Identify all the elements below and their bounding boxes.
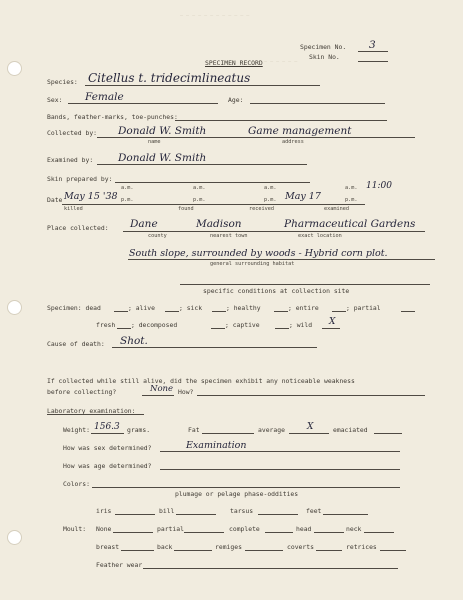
moult-none-line [113,532,153,533]
binder-hole-middle [7,300,22,315]
place-line [123,231,425,232]
age-determined-line [160,469,400,470]
nearest-town-caption: nearest town [210,233,248,239]
age-determined-label: How was age determined? [63,462,152,470]
habitat-line [128,259,435,260]
weakness-question-line1: If collected while still alive, did the specimen exhibit any noticeable weakness [47,377,355,385]
killed-caption: killed [64,206,83,212]
sex-determined-value: Examination [186,440,247,451]
fresh-blank [117,328,131,329]
moult-breast-label: breast [96,543,120,551]
alive-label: ; alive [128,304,155,312]
skin-prepared-line [115,182,310,183]
feet-label: feet [306,507,322,515]
examined-caption: examined [324,206,349,212]
county-caption: county [148,233,167,239]
skin-no-line [358,61,388,62]
collected-by-line [97,137,415,138]
exact-location-value: Pharmaceutical Gardens [284,218,416,230]
cause-label: Cause of death: [47,340,105,348]
bleed-through-text: _ _ _ _ _ _ _ _ _ _ [240,56,298,62]
conditions-caption: specific conditions at collection site [203,287,350,295]
exact-location-caption: exact location [298,233,342,239]
moult-coverts-label: coverts [287,543,314,551]
entire-label: ; entire [288,304,319,312]
moult-back-line [174,550,212,551]
captive-blank [275,328,289,329]
skin-no-label: Skin No. [309,53,340,61]
average-label: average [258,426,285,434]
decomposed-blank [211,328,225,329]
moult-neck-line [364,532,394,533]
entire-blank [332,311,346,312]
decomposed-label: ; decomposed [131,321,178,329]
found-am: a.m. [193,185,206,191]
form-title: SPECIMEN RECORD [205,59,263,67]
emaciated-label: emaciated [333,426,368,434]
examined-by-label: Examined by: [47,156,94,164]
moult-coverts-line [316,550,342,551]
killed-pm: p.m. [121,197,134,203]
dead-blank [114,311,128,312]
place-collected-label: Place collected: [47,224,109,232]
age-line [250,103,385,104]
feather-wear-label: Feather wear [96,561,143,569]
county-value: Dane [130,218,158,230]
lab-exam-label: Laboratory examination: [47,407,136,415]
average-line [289,433,329,434]
conditions-line [180,284,430,285]
healthy-blank [274,311,288,312]
weight-label: Weight: [63,426,90,434]
captive-label: ; captive [225,321,260,329]
specimen-dead-label: Specimen: dead [47,304,101,312]
moult-neck-label: neck [346,525,362,533]
sex-determined-label: How was sex determined? [63,444,152,452]
specimen-no-value: 3 [369,39,376,51]
examined-time: 11:00 [366,181,392,191]
dates-line [62,204,365,205]
species-value: Citellus t. tridecimlineatus [88,71,251,85]
weakness-answer: None [150,384,174,394]
name-caption: name [148,139,161,145]
alive-blank [165,311,179,312]
emaciated-line [374,433,402,434]
sex-label: Sex: [47,96,63,104]
address-caption: address [282,139,304,145]
moult-retrices-line [380,550,406,551]
bill-line [176,514,216,515]
examined-date: May 17 [285,191,321,202]
received-caption: received [249,206,274,212]
killed-am: a.m. [121,185,134,191]
feet-line [323,514,368,515]
found-caption: found [178,206,194,212]
species-line [85,85,320,86]
colors-label: Colors: [63,480,90,488]
age-label: Age: [228,96,244,104]
sex-line [68,103,218,104]
fresh-label: fresh [96,321,116,329]
healthy-label: ; healthy [226,304,261,312]
weight-value: 156.3 [94,422,120,432]
examined-by-value: Donald W. Smith [118,152,207,164]
partial-blank [401,311,415,312]
moult-complete-line [265,532,293,533]
grams-label: grams. [127,426,151,434]
collected-by-label: Collected by: [47,129,98,137]
weakness-answer-line [142,395,174,396]
sex-value: Female [85,91,124,103]
specimen-no-label: Specimen No. [300,43,347,51]
how-line [197,395,425,396]
iris-line [115,514,155,515]
sick-blank [212,311,226,312]
habitat-caption: general surrounding habitat [210,261,295,267]
cause-line [112,347,317,348]
moult-head-line [314,532,344,533]
bill-label: bill [159,507,175,515]
received-am: a.m. [264,185,277,191]
sex-determined-line [160,451,400,452]
examined-pm: p.m. [345,197,358,203]
found-pm: p.m. [193,197,206,203]
iris-label: iris [96,507,112,515]
moult-complete-label: complete [229,525,260,533]
wild-mark: X [329,317,336,327]
colors-line [92,487,400,488]
moult-remiges-label: remiges [215,543,242,551]
bleed-through-text: _ _ _ _ _ _ _ _ _ _ _ _ [180,10,250,16]
fat-line [202,433,254,434]
bands-label: Bands, feather-marks, toe-punches: [47,113,178,121]
collected-by-name: Donald W. Smith [118,125,207,137]
wild-blank [322,328,340,329]
weight-line [91,433,124,434]
moult-back-label: back [157,543,173,551]
moult-none-label: None [96,525,112,533]
cause-value: Shot. [120,335,148,347]
binder-hole-top [7,61,22,76]
wild-label: ; wild [289,321,313,329]
weakness-question-line2: before collecting? [47,388,117,396]
examined-by-line [97,164,307,165]
lab-underline [47,414,144,415]
bands-line [175,120,387,121]
moult-head-label: head [296,525,312,533]
feather-wear-line [143,568,398,569]
moult-remiges-line [245,550,283,551]
moult-breast-line [121,550,154,551]
moult-retrices-label: retrices [346,543,377,551]
killed-date: May 15 '38 [64,191,118,202]
collected-by-address: Game management [248,125,352,137]
examined-am: a.m. [345,185,358,191]
fat-label: Fat [188,426,200,434]
species-label: Species: [47,78,78,86]
tarsus-line [258,514,298,515]
sick-label: ; sick [179,304,203,312]
tarsus-label: tarsus [230,507,254,515]
nearest-town-value: Madison [196,218,242,230]
moult-partial-line [184,532,224,533]
how-label: How? [178,388,194,396]
specimen-no-line [358,51,388,52]
date-label: Date [47,196,63,204]
binder-hole-bottom [7,530,22,545]
received-pm: p.m. [264,197,277,203]
average-mark: X [307,422,314,432]
moult-partial-label: partial [157,525,184,533]
skin-prepared-label: Skin prepared by: [47,175,113,183]
moult-label: Moult: [63,525,87,533]
partial-label: ; partial [346,304,381,312]
plumage-caption: plumage or pelage phase-oddities [175,490,299,498]
habitat-value: South slope, surrounded by woods - Hybrid corn plot. [129,248,388,259]
